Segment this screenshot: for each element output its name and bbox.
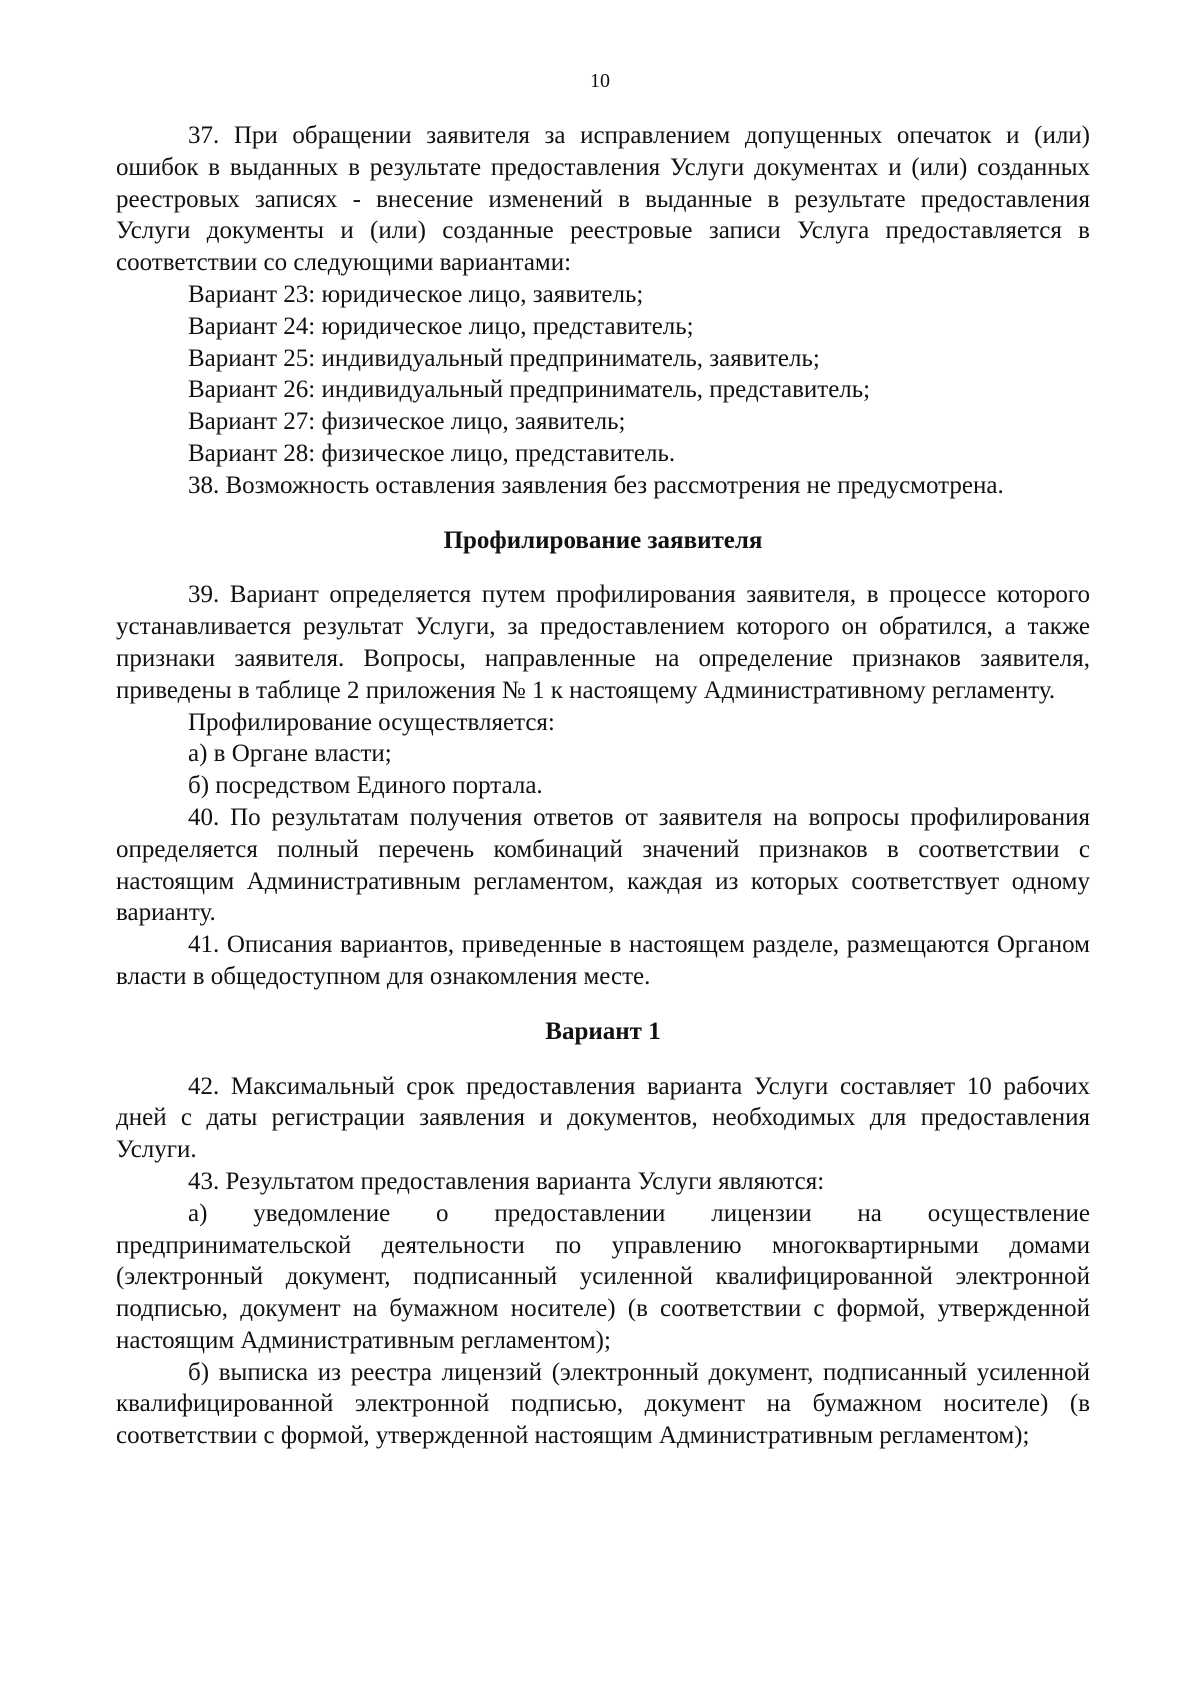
paragraph-43: 43. Результатом предоставления варианта Услуги являются:	[188, 1167, 825, 1195]
paragraph-42: 42. Максимальный срок предоставления варианта Услуги составляет 10 рабочих дней с даты регистрации заявления и документов, необходимых для предоставления Услуги.	[116, 1072, 1090, 1164]
paragraph-profiling-intro: Профилирование осуществляется:	[188, 708, 555, 736]
paragraph-40: 40. По результатам получения ответов от заявителя на вопросы профилирования определяется полный перечень комбинаций значений признаков в соответствии с настоящим Административным регламентом, каждая из которых соответствует одному варианту.	[116, 803, 1090, 927]
spacer	[116, 1048, 1090, 1071]
list-item-a: а) уведомление о предоставлении лицензии на осуществление предпринимательской деятельности по управлению многоквартирными домами (электронный документ, подписанный усиленной квалифицированной электронной подписью, документ на бумажном носителе) (в соответствии с формой, утвержденной настоящим Административным регламентом);	[116, 1199, 1090, 1354]
variant-item: Вариант 25: индивидуальный предприниматель, заявитель;	[188, 344, 820, 372]
section-heading-variant-1: Вариант 1	[545, 1017, 661, 1045]
variant-item: Вариант 27: физическое лицо, заявитель;	[188, 408, 626, 436]
section-heading-profiling: Профилирование заявителя	[443, 526, 763, 554]
spacer	[116, 993, 1090, 1016]
page-number: 10	[590, 70, 610, 92]
paragraph-37: 37. При обращении заявителя за исправлением допущенных опечаток и (или) ошибок в выданных в результате предоставления Услуги документах и (или) созданных реестровых записях - внесение изменений в выданные в результате предоставления Услуги документы и (или) созданные реестровые записи Услуга предоставляется в соответствии со следующими вариантами:	[116, 122, 1090, 277]
list-item-b: б) посредством Единого портала.	[188, 772, 543, 800]
paragraph-38: 38. Возможность оставления заявления без рассмотрения не предусмотрена.	[188, 471, 1004, 499]
spacer	[116, 556, 1090, 579]
variant-item: Вариант 26: индивидуальный предприниматель, представитель;	[188, 376, 871, 404]
spacer	[116, 502, 1090, 525]
list-item-a: а) в Органе власти;	[188, 740, 392, 768]
paragraph-39: 39. Вариант определяется путем профилирования заявителя, в процессе которого устанавливается результат Услуги, за предоставлением которого он обратился, а также признаки заявителя. Вопросы, направленные на определение признаков заявителя, приведены в таблице 2 приложения № 1 к настоящему Административному регламенту.	[116, 581, 1090, 704]
paragraph-41: 41. Описания вариантов, приведенные в настоящем разделе, размещаются Органом власти в общедоступном для ознакомления месте.	[116, 931, 1090, 990]
variant-item: Вариант 24: юридическое лицо, представитель;	[188, 312, 694, 340]
list-item-b: б) выписка из реестра лицензий (электронный документ, подписанный усиленной квалифицированной электронной подписью, документ на бумажном носителе) (в соответствии с формой, утвержденной настоящим Административным регламентом);	[116, 1358, 1090, 1450]
variant-item: Вариант 23: юридическое лицо, заявитель;	[188, 280, 644, 308]
document-body	[116, 120, 1090, 1452]
variant-item: Вариант 28: физическое лицо, представитель.	[188, 439, 676, 467]
